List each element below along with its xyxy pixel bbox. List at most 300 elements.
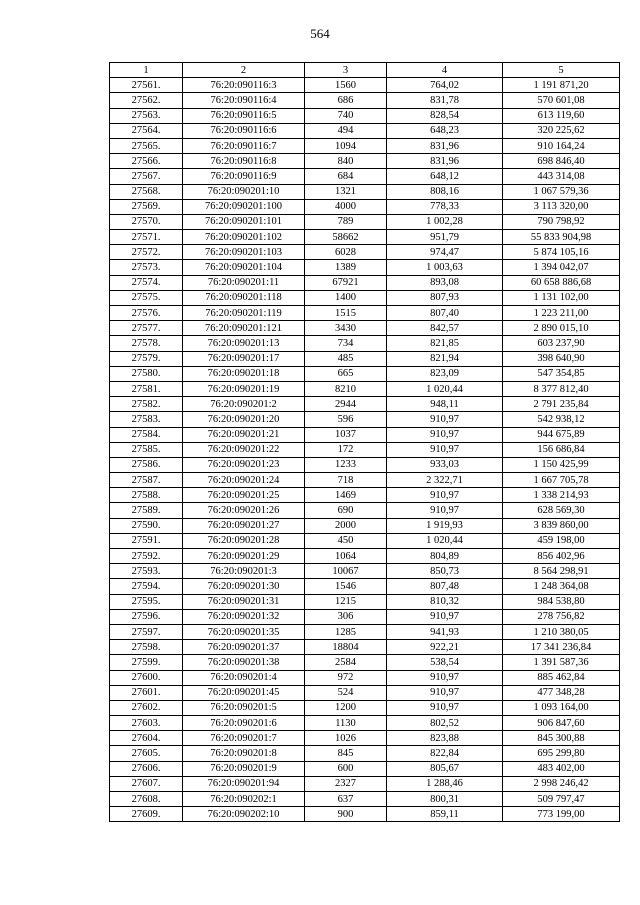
row-number-cell: 27594.	[110, 579, 183, 594]
area-cell: 1515	[305, 306, 387, 321]
table-row	[110, 609, 620, 624]
value-cell: 60 658 886,68	[503, 275, 620, 290]
value-cell: 1 248 364,08	[503, 579, 620, 594]
area-cell: 596	[305, 412, 387, 427]
area-cell: 686	[305, 93, 387, 108]
area-cell: 2000	[305, 518, 387, 533]
area-cell: 1026	[305, 731, 387, 746]
column-header-4: 4	[387, 63, 503, 78]
table-row	[110, 138, 620, 153]
row-number-cell: 27563.	[110, 108, 183, 123]
value-cell: 398 640,90	[503, 351, 620, 366]
value-cell: 459 198,00	[503, 533, 620, 548]
table-row	[110, 169, 620, 184]
cadastral-number-cell: 76:20:090201:11	[183, 275, 305, 290]
rate-cell: 842,57	[387, 321, 503, 336]
table-row	[110, 746, 620, 761]
cadastral-number-cell: 76:20:090201:45	[183, 685, 305, 700]
rate-cell: 764,02	[387, 78, 503, 93]
cadastral-number-cell: 76:20:090201:25	[183, 488, 305, 503]
area-cell: 1400	[305, 290, 387, 305]
row-number-cell: 27568.	[110, 184, 183, 199]
value-cell: 1 338 214,93	[503, 488, 620, 503]
rate-cell: 808,16	[387, 184, 503, 199]
value-cell: 443 314,08	[503, 169, 620, 184]
area-cell: 637	[305, 792, 387, 807]
row-number-cell: 27600.	[110, 670, 183, 685]
value-cell: 1 093 164,00	[503, 700, 620, 715]
table-row	[110, 776, 620, 791]
row-number-cell: 27606.	[110, 761, 183, 776]
value-cell: 5 874 105,16	[503, 245, 620, 260]
table-row	[110, 792, 620, 807]
row-number-cell: 27595.	[110, 594, 183, 609]
area-cell: 4000	[305, 199, 387, 214]
row-number-cell: 27590.	[110, 518, 183, 533]
value-cell: 542 938,12	[503, 412, 620, 427]
area-cell: 1233	[305, 457, 387, 472]
table-row	[110, 427, 620, 442]
area-cell: 1037	[305, 427, 387, 442]
value-cell: 2 998 246,42	[503, 776, 620, 791]
row-number-cell: 27581.	[110, 381, 183, 396]
table-row	[110, 381, 620, 396]
rate-cell: 933,03	[387, 457, 503, 472]
cadastral-number-cell: 76:20:090116:3	[183, 78, 305, 93]
area-cell: 718	[305, 473, 387, 488]
value-cell: 278 756,82	[503, 609, 620, 624]
cadastral-number-cell: 76:20:090116:6	[183, 123, 305, 138]
value-cell: 570 601,08	[503, 93, 620, 108]
area-cell: 840	[305, 154, 387, 169]
table-row	[110, 214, 620, 229]
rate-cell: 648,12	[387, 169, 503, 184]
cadastral-number-cell: 76:20:090201:22	[183, 442, 305, 457]
area-cell: 690	[305, 503, 387, 518]
table-row	[110, 488, 620, 503]
cadastral-number-cell: 76:20:090201:29	[183, 549, 305, 564]
cadastral-number-cell: 76:20:090201:3	[183, 564, 305, 579]
value-cell: 845 300,88	[503, 731, 620, 746]
table-row	[110, 731, 620, 746]
cadastral-number-cell: 76:20:090201:26	[183, 503, 305, 518]
header-row	[110, 63, 620, 78]
cadastral-number-cell: 76:20:090201:21	[183, 427, 305, 442]
table-row	[110, 670, 620, 685]
cadastral-number-cell: 76:20:090201:28	[183, 533, 305, 548]
rate-cell: 828,54	[387, 108, 503, 123]
table-row	[110, 442, 620, 457]
table-row	[110, 351, 620, 366]
table-row	[110, 306, 620, 321]
rate-cell: 1 020,44	[387, 381, 503, 396]
value-cell: 547 354,85	[503, 366, 620, 381]
cadastral-number-cell: 76:20:090201:27	[183, 518, 305, 533]
table-row	[110, 655, 620, 670]
area-cell: 1321	[305, 184, 387, 199]
cadastral-number-cell: 76:20:090201:18	[183, 366, 305, 381]
cadastral-number-cell: 76:20:090202:1	[183, 792, 305, 807]
value-cell: 3 113 320,00	[503, 199, 620, 214]
table-row	[110, 230, 620, 245]
row-number-cell: 27579.	[110, 351, 183, 366]
row-number-cell: 27593.	[110, 564, 183, 579]
cadastral-number-cell: 76:20:090116:8	[183, 154, 305, 169]
cadastral-number-cell: 76:20:090201:2	[183, 397, 305, 412]
table-row	[110, 594, 620, 609]
table-row	[110, 533, 620, 548]
area-cell: 6028	[305, 245, 387, 260]
cadastral-number-cell: 76:20:090201:19	[183, 381, 305, 396]
row-number-cell: 27562.	[110, 93, 183, 108]
cadastral-number-cell: 76:20:090201:4	[183, 670, 305, 685]
value-cell: 790 798,92	[503, 214, 620, 229]
cadastral-number-cell: 76:20:090201:121	[183, 321, 305, 336]
value-cell: 1 210 380,05	[503, 624, 620, 639]
area-cell: 3430	[305, 321, 387, 336]
table-row	[110, 473, 620, 488]
value-cell: 8 377 812,40	[503, 381, 620, 396]
cadastral-number-cell: 76:20:090201:20	[183, 412, 305, 427]
row-number-cell: 27601.	[110, 685, 183, 700]
rate-cell: 823,09	[387, 366, 503, 381]
rate-cell: 538,54	[387, 655, 503, 670]
cadastral-number-cell: 76:20:090201:5	[183, 700, 305, 715]
cadastral-number-cell: 76:20:090201:10	[183, 184, 305, 199]
table-row	[110, 624, 620, 639]
value-cell: 1 394 042,07	[503, 260, 620, 275]
cadastral-number-cell: 76:20:090201:6	[183, 716, 305, 731]
rate-cell: 941,93	[387, 624, 503, 639]
row-number-cell: 27591.	[110, 533, 183, 548]
table-row	[110, 260, 620, 275]
table-row	[110, 579, 620, 594]
area-cell: 972	[305, 670, 387, 685]
row-number-cell: 27596.	[110, 609, 183, 624]
rate-cell: 807,93	[387, 290, 503, 305]
value-cell: 509 797,47	[503, 792, 620, 807]
row-number-cell: 27586.	[110, 457, 183, 472]
table-row	[110, 503, 620, 518]
value-cell: 1 191 871,20	[503, 78, 620, 93]
cadastral-number-cell: 76:20:090201:118	[183, 290, 305, 305]
cadastral-number-cell: 76:20:090201:9	[183, 761, 305, 776]
cadastral-number-cell: 76:20:090116:5	[183, 108, 305, 123]
rate-cell: 1 288,46	[387, 776, 503, 791]
cadastral-number-cell: 76:20:090201:13	[183, 336, 305, 351]
rate-cell: 804,89	[387, 549, 503, 564]
rate-cell: 805,67	[387, 761, 503, 776]
rate-cell: 910,97	[387, 442, 503, 457]
value-cell: 885 462,84	[503, 670, 620, 685]
area-cell: 2327	[305, 776, 387, 791]
table-row	[110, 366, 620, 381]
rate-cell: 807,40	[387, 306, 503, 321]
value-cell: 17 341 236,84	[503, 640, 620, 655]
row-number-cell: 27582.	[110, 397, 183, 412]
rate-cell: 910,97	[387, 685, 503, 700]
table-row	[110, 397, 620, 412]
value-cell: 1 667 705,78	[503, 473, 620, 488]
row-number-cell: 27599.	[110, 655, 183, 670]
value-cell: 984 538,80	[503, 594, 620, 609]
table-row	[110, 807, 620, 822]
table-row	[110, 457, 620, 472]
rate-cell: 822,84	[387, 746, 503, 761]
row-number-cell: 27598.	[110, 640, 183, 655]
table-row	[110, 761, 620, 776]
area-cell: 1285	[305, 624, 387, 639]
row-number-cell: 27585.	[110, 442, 183, 457]
area-cell: 10067	[305, 564, 387, 579]
area-cell: 67921	[305, 275, 387, 290]
table-row	[110, 93, 620, 108]
area-cell: 1469	[305, 488, 387, 503]
row-number-cell: 27603.	[110, 716, 183, 731]
table-row	[110, 154, 620, 169]
area-cell: 18804	[305, 640, 387, 655]
cadastral-number-cell: 76:20:090201:119	[183, 306, 305, 321]
value-cell: 773 199,00	[503, 807, 620, 822]
data-table	[109, 62, 620, 822]
value-cell: 1 391 587,36	[503, 655, 620, 670]
row-number-cell: 27561.	[110, 78, 183, 93]
area-cell: 734	[305, 336, 387, 351]
row-number-cell: 27607.	[110, 776, 183, 791]
rate-cell: 951,79	[387, 230, 503, 245]
cadastral-number-cell: 76:20:090201:24	[183, 473, 305, 488]
area-cell: 485	[305, 351, 387, 366]
area-cell: 789	[305, 214, 387, 229]
area-cell: 740	[305, 108, 387, 123]
table-row	[110, 275, 620, 290]
cadastral-number-cell: 76:20:090201:32	[183, 609, 305, 624]
area-cell: 1064	[305, 549, 387, 564]
value-cell: 628 569,30	[503, 503, 620, 518]
value-cell: 55 833 904,98	[503, 230, 620, 245]
row-number-cell: 27584.	[110, 427, 183, 442]
cadastral-number-cell: 76:20:090116:7	[183, 138, 305, 153]
rate-cell: 831,96	[387, 138, 503, 153]
value-cell: 8 564 298,91	[503, 564, 620, 579]
table-row	[110, 700, 620, 715]
area-cell: 1130	[305, 716, 387, 731]
row-number-cell: 27589.	[110, 503, 183, 518]
cadastral-number-cell: 76:20:090201:103	[183, 245, 305, 260]
row-number-cell: 27574.	[110, 275, 183, 290]
value-cell: 906 847,60	[503, 716, 620, 731]
cadastral-number-cell: 76:20:090202:10	[183, 807, 305, 822]
area-cell: 524	[305, 685, 387, 700]
value-cell: 910 164,24	[503, 138, 620, 153]
column-header-5: 5	[503, 63, 620, 78]
table-row	[110, 290, 620, 305]
cadastral-number-cell: 76:20:090201:38	[183, 655, 305, 670]
area-cell: 2584	[305, 655, 387, 670]
area-cell: 306	[305, 609, 387, 624]
rate-cell: 823,88	[387, 731, 503, 746]
rate-cell: 831,96	[387, 154, 503, 169]
value-cell: 483 402,00	[503, 761, 620, 776]
area-cell: 1094	[305, 138, 387, 153]
cadastral-number-cell: 76:20:090201:37	[183, 640, 305, 655]
row-number-cell: 27605.	[110, 746, 183, 761]
table-row	[110, 685, 620, 700]
row-number-cell: 27608.	[110, 792, 183, 807]
rate-cell: 2 322,71	[387, 473, 503, 488]
table-row	[110, 716, 620, 731]
rate-cell: 850,73	[387, 564, 503, 579]
cadastral-number-cell: 76:20:090201:94	[183, 776, 305, 791]
table-row	[110, 184, 620, 199]
row-number-cell: 27602.	[110, 700, 183, 715]
cadastral-number-cell: 76:20:090201:7	[183, 731, 305, 746]
rate-cell: 831,78	[387, 93, 503, 108]
table-row	[110, 321, 620, 336]
cadastral-number-cell: 76:20:090201:31	[183, 594, 305, 609]
cadastral-number-cell: 76:20:090201:30	[183, 579, 305, 594]
rate-cell: 910,97	[387, 488, 503, 503]
rate-cell: 648,23	[387, 123, 503, 138]
area-cell: 1200	[305, 700, 387, 715]
row-number-cell: 27578.	[110, 336, 183, 351]
rate-cell: 1 003,63	[387, 260, 503, 275]
row-number-cell: 27576.	[110, 306, 183, 321]
area-cell: 450	[305, 533, 387, 548]
table-row	[110, 199, 620, 214]
table-row	[110, 640, 620, 655]
row-number-cell: 27565.	[110, 138, 183, 153]
row-number-cell: 27571.	[110, 230, 183, 245]
rate-cell: 948,11	[387, 397, 503, 412]
rate-cell: 821,85	[387, 336, 503, 351]
row-number-cell: 27572.	[110, 245, 183, 260]
row-number-cell: 27573.	[110, 260, 183, 275]
value-cell: 1 223 211,00	[503, 306, 620, 321]
cadastral-number-cell: 76:20:090116:9	[183, 169, 305, 184]
value-cell: 156 686,84	[503, 442, 620, 457]
value-cell: 603 237,90	[503, 336, 620, 351]
cadastral-number-cell: 76:20:090201:100	[183, 199, 305, 214]
area-cell: 1560	[305, 78, 387, 93]
row-number-cell: 27566.	[110, 154, 183, 169]
row-number-cell: 27587.	[110, 473, 183, 488]
table-row	[110, 78, 620, 93]
table-row	[110, 564, 620, 579]
table-row	[110, 549, 620, 564]
column-header-2: 2	[183, 63, 305, 78]
row-number-cell: 27577.	[110, 321, 183, 336]
rate-cell: 1 020,44	[387, 533, 503, 548]
rate-cell: 910,97	[387, 427, 503, 442]
row-number-cell: 27609.	[110, 807, 183, 822]
table-body	[110, 78, 620, 822]
rate-cell: 1 002,28	[387, 214, 503, 229]
rate-cell: 910,97	[387, 700, 503, 715]
cadastral-number-cell: 76:20:090201:35	[183, 624, 305, 639]
area-cell: 665	[305, 366, 387, 381]
rate-cell: 910,97	[387, 503, 503, 518]
rate-cell: 800,31	[387, 792, 503, 807]
rate-cell: 910,97	[387, 412, 503, 427]
value-cell: 477 348,28	[503, 685, 620, 700]
area-cell: 1546	[305, 579, 387, 594]
area-cell: 600	[305, 761, 387, 776]
rate-cell: 974,47	[387, 245, 503, 260]
area-cell: 172	[305, 442, 387, 457]
row-number-cell: 27580.	[110, 366, 183, 381]
area-cell: 1389	[305, 260, 387, 275]
value-cell: 856 402,96	[503, 549, 620, 564]
area-cell: 8210	[305, 381, 387, 396]
row-number-cell: 27567.	[110, 169, 183, 184]
row-number-cell: 27575.	[110, 290, 183, 305]
table-row	[110, 245, 620, 260]
table-row	[110, 518, 620, 533]
cadastral-number-cell: 76:20:090201:101	[183, 214, 305, 229]
area-cell: 2944	[305, 397, 387, 412]
area-cell: 684	[305, 169, 387, 184]
cadastral-number-cell: 76:20:090201:102	[183, 230, 305, 245]
page-number: 564	[310, 26, 330, 41]
rate-cell: 810,32	[387, 594, 503, 609]
rate-cell: 893,08	[387, 275, 503, 290]
value-cell: 698 846,40	[503, 154, 620, 169]
rate-cell: 910,97	[387, 609, 503, 624]
cadastral-number-cell: 76:20:090201:104	[183, 260, 305, 275]
area-cell: 845	[305, 746, 387, 761]
row-number-cell: 27597.	[110, 624, 183, 639]
row-number-cell: 27570.	[110, 214, 183, 229]
value-cell: 1 067 579,36	[503, 184, 620, 199]
value-cell: 695 299,80	[503, 746, 620, 761]
value-cell: 1 131 102,00	[503, 290, 620, 305]
rate-cell: 807,48	[387, 579, 503, 594]
rate-cell: 1 919,93	[387, 518, 503, 533]
table-row	[110, 412, 620, 427]
value-cell: 1 150 425,99	[503, 457, 620, 472]
rate-cell: 859,11	[387, 807, 503, 822]
column-header-1: 1	[110, 63, 183, 78]
area-cell: 58662	[305, 230, 387, 245]
area-cell: 494	[305, 123, 387, 138]
area-cell: 1215	[305, 594, 387, 609]
row-number-cell: 27569.	[110, 199, 183, 214]
value-cell: 2 791 235,84	[503, 397, 620, 412]
row-number-cell: 27604.	[110, 731, 183, 746]
row-number-cell: 27592.	[110, 549, 183, 564]
rate-cell: 778,33	[387, 199, 503, 214]
table-row	[110, 123, 620, 138]
rate-cell: 802,52	[387, 716, 503, 731]
table-row	[110, 336, 620, 351]
row-number-cell: 27588.	[110, 488, 183, 503]
value-cell: 3 839 860,00	[503, 518, 620, 533]
column-header-3: 3	[305, 63, 387, 78]
cadastral-number-cell: 76:20:090201:17	[183, 351, 305, 366]
table-row	[110, 108, 620, 123]
rate-cell: 821,94	[387, 351, 503, 366]
value-cell: 2 890 015,10	[503, 321, 620, 336]
cadastral-number-cell: 76:20:090116:4	[183, 93, 305, 108]
value-cell: 944 675,89	[503, 427, 620, 442]
area-cell: 900	[305, 807, 387, 822]
value-cell: 613 119,60	[503, 108, 620, 123]
row-number-cell: 27583.	[110, 412, 183, 427]
cadastral-number-cell: 76:20:090201:8	[183, 746, 305, 761]
rate-cell: 922,21	[387, 640, 503, 655]
rate-cell: 910,97	[387, 670, 503, 685]
